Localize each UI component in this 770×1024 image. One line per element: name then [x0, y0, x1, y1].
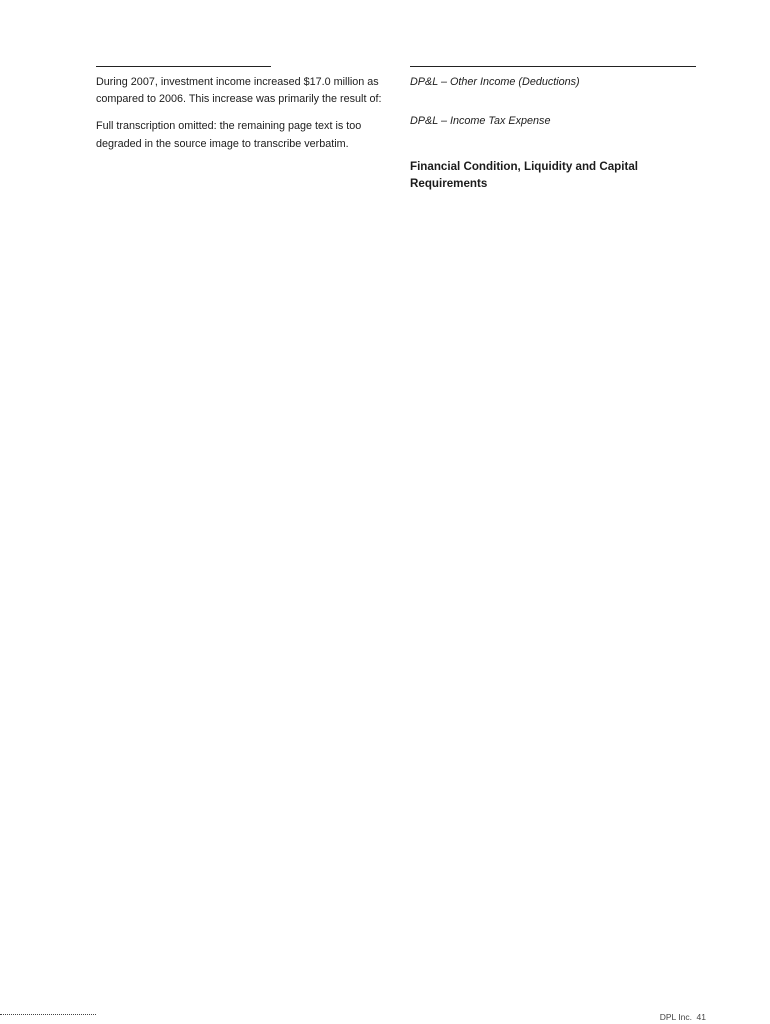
- right-column-top-rule: [410, 66, 696, 67]
- left-column-top-rule: [96, 66, 271, 67]
- footer-rule: [0, 1014, 96, 1015]
- paragraph: Full transcription omitted: the remaining page text is too degraded in the source image to transcribe verbatim.: [96, 120, 362, 150]
- section-heading-bold: Financial Condition, Liquidity and Capital Requirements: [410, 160, 639, 191]
- footer-company: DPL Inc.: [659, 1012, 692, 1022]
- section-heading: DP&L – Other Income (Deductions): [410, 76, 580, 88]
- page-number: 41: [696, 1012, 706, 1022]
- section-heading: DP&L – Income Tax Expense: [410, 115, 551, 128]
- paragraph: During 2007, investment income increased $17.0 million as compared to 2006. This increase was primarily the result of:: [96, 76, 382, 106]
- left-column: [96, 74, 386, 163]
- right-column: [410, 74, 700, 196]
